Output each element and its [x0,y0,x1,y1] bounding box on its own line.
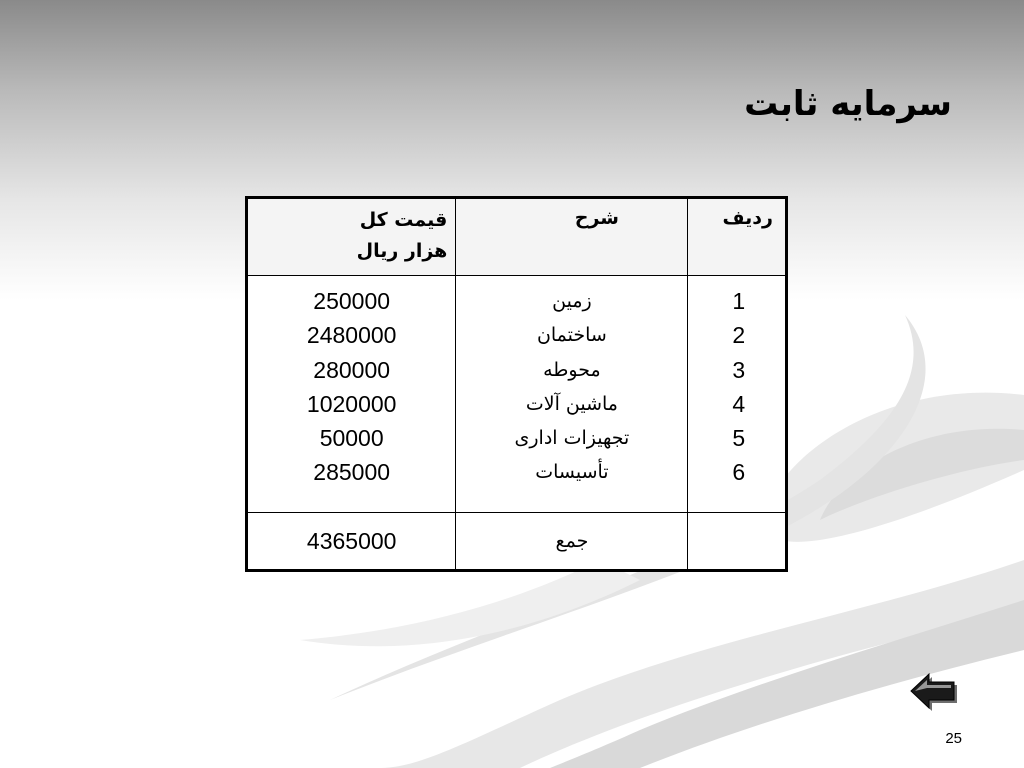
empty-row-cell [688,513,787,571]
page-number: 25 [945,730,962,747]
header-row-cell [688,198,787,276]
grand-total-value: 4365000 [306,527,397,554]
row-number: 3 [732,356,746,383]
table-body-row [247,276,787,513]
row-number: 1 [732,288,746,314]
descriptions-column [456,276,688,513]
grand-total-cell [247,513,456,571]
total-label-cell [456,513,688,571]
total-value: 2480000 [306,322,397,349]
header-row-label: ردیف [722,207,773,229]
header-description-label: شرح [574,207,619,229]
row-numbers-column [688,276,787,513]
description-value: ماشین آلات [525,392,618,415]
row-number: 2 [732,322,746,349]
header-description-cell [456,198,688,276]
table-header-row [247,198,787,276]
table-total-row [247,513,787,571]
total-label: جمع [555,530,589,552]
total-value: 50000 [319,425,384,452]
back-button[interactable] [910,672,960,712]
total-value: 280000 [313,356,391,383]
total-value: 1020000 [306,390,397,417]
total-value: 250000 [313,288,391,314]
total-value: 285000 [313,459,391,486]
header-total-unit: هزار ریال [356,240,448,262]
description-value: تجهیزات اداری [514,427,630,450]
header-total-cell [247,198,456,276]
row-number: 5 [732,425,746,452]
row-number: 4 [732,390,746,417]
totals-column [247,276,456,513]
description-value: محوطه [543,358,601,381]
fixed-capital-table [245,196,788,572]
description-value: زمین [552,290,592,312]
row-number: 6 [732,459,746,486]
description-value: تأسیسات [535,461,609,484]
back-arrow-icon [910,672,960,712]
header-total-label: قیمت کل [359,209,448,231]
slide-title: سرمایه ثابت [744,84,952,124]
description-value: ساختمان [536,324,607,347]
